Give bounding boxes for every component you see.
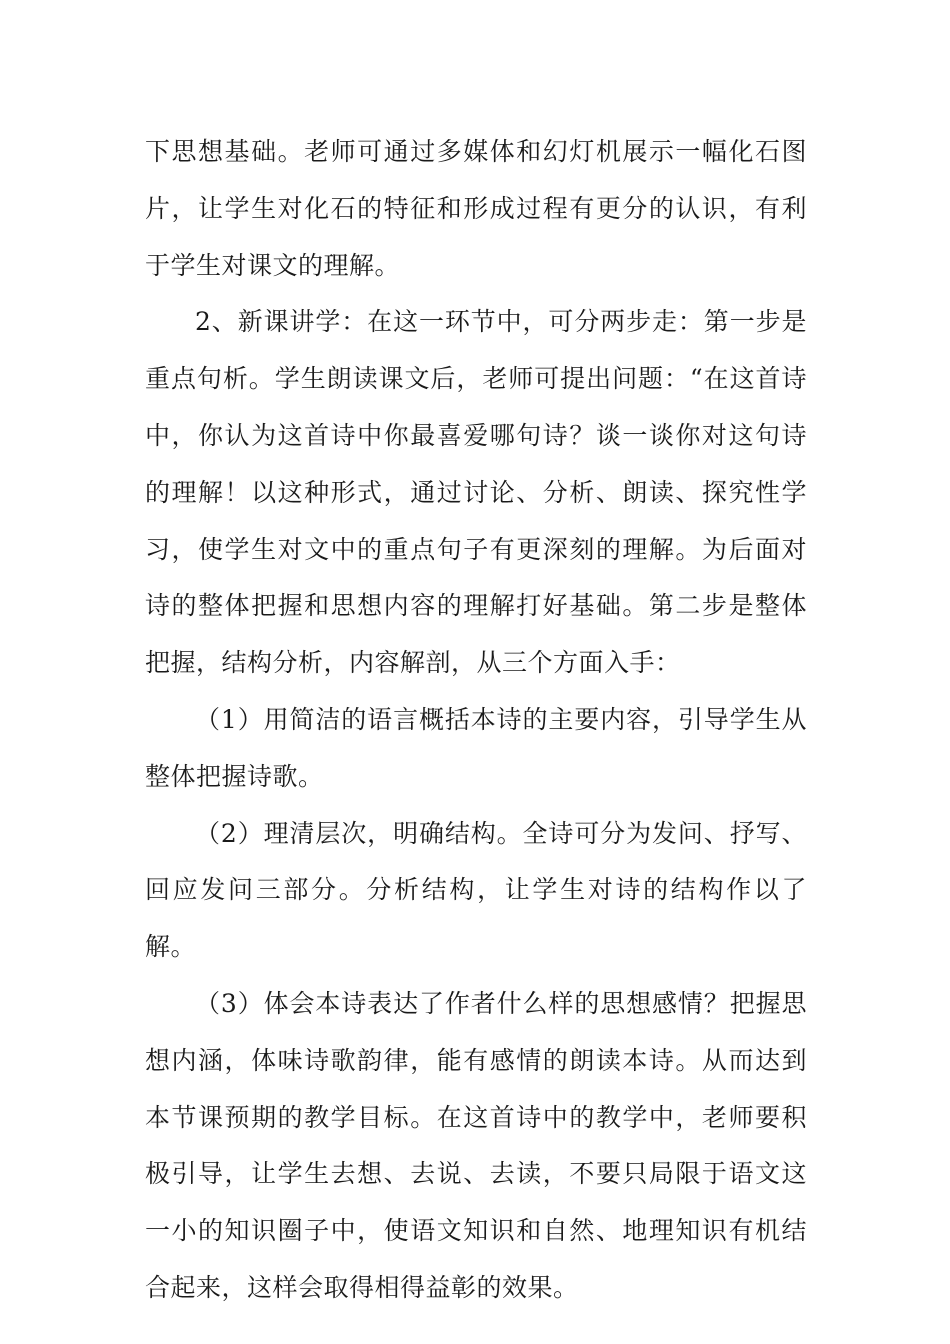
paragraph-point-1: （1）用简洁的语言概括本诗的主要内容，引导学生从整体把握诗歌。 <box>145 704 807 791</box>
paragraph-continuation: 下思想基础。老师可通过多媒体和幻灯机展示一幅化石图片，让学生对化石的特征和形成过程有更分的认识，有利于学生对课文的理解。 <box>145 137 807 280</box>
document-body <box>145 124 807 1317</box>
paragraph-point-2: （2）理清层次，明确结构。全诗可分为发问、抒写、回应发问三部分。分析结构，让学生对诗的结构作以了解。 <box>145 818 807 962</box>
paragraph-point-3: （3）体会本诗表达了作者什么样的思想感情？把握思想内涵，体味诗歌韵律，能有感情的朗读本诗。从而达到本节课预期的教学目标。在这首诗中的教学中，老师要积极引导，让学生去想、去说、去读，不要只局限于语文这一小的知识圈子中，使语文知识和自然、地理知识有机结合起来，这样会取得相得益彰的效果。 <box>145 988 807 1302</box>
paragraph-new-lesson: 2、新课讲学：在这一环节中，可分两步走：第一步是重点句析。学生朗读课文后，老师可提出问题：“在这首诗中，你认为这首诗中你最喜爱哪句诗？谈一谈你对这句诗的理解！以这种形式，通过讨论、分析、朗读、探究性学习，使学生对文中的重点句子有更深刻的理解。为后面对诗的整体把握和思想内容的理解打好基础。第二步是整体把握，结构分析，内容解剖，从三个方面入手： <box>145 307 807 678</box>
